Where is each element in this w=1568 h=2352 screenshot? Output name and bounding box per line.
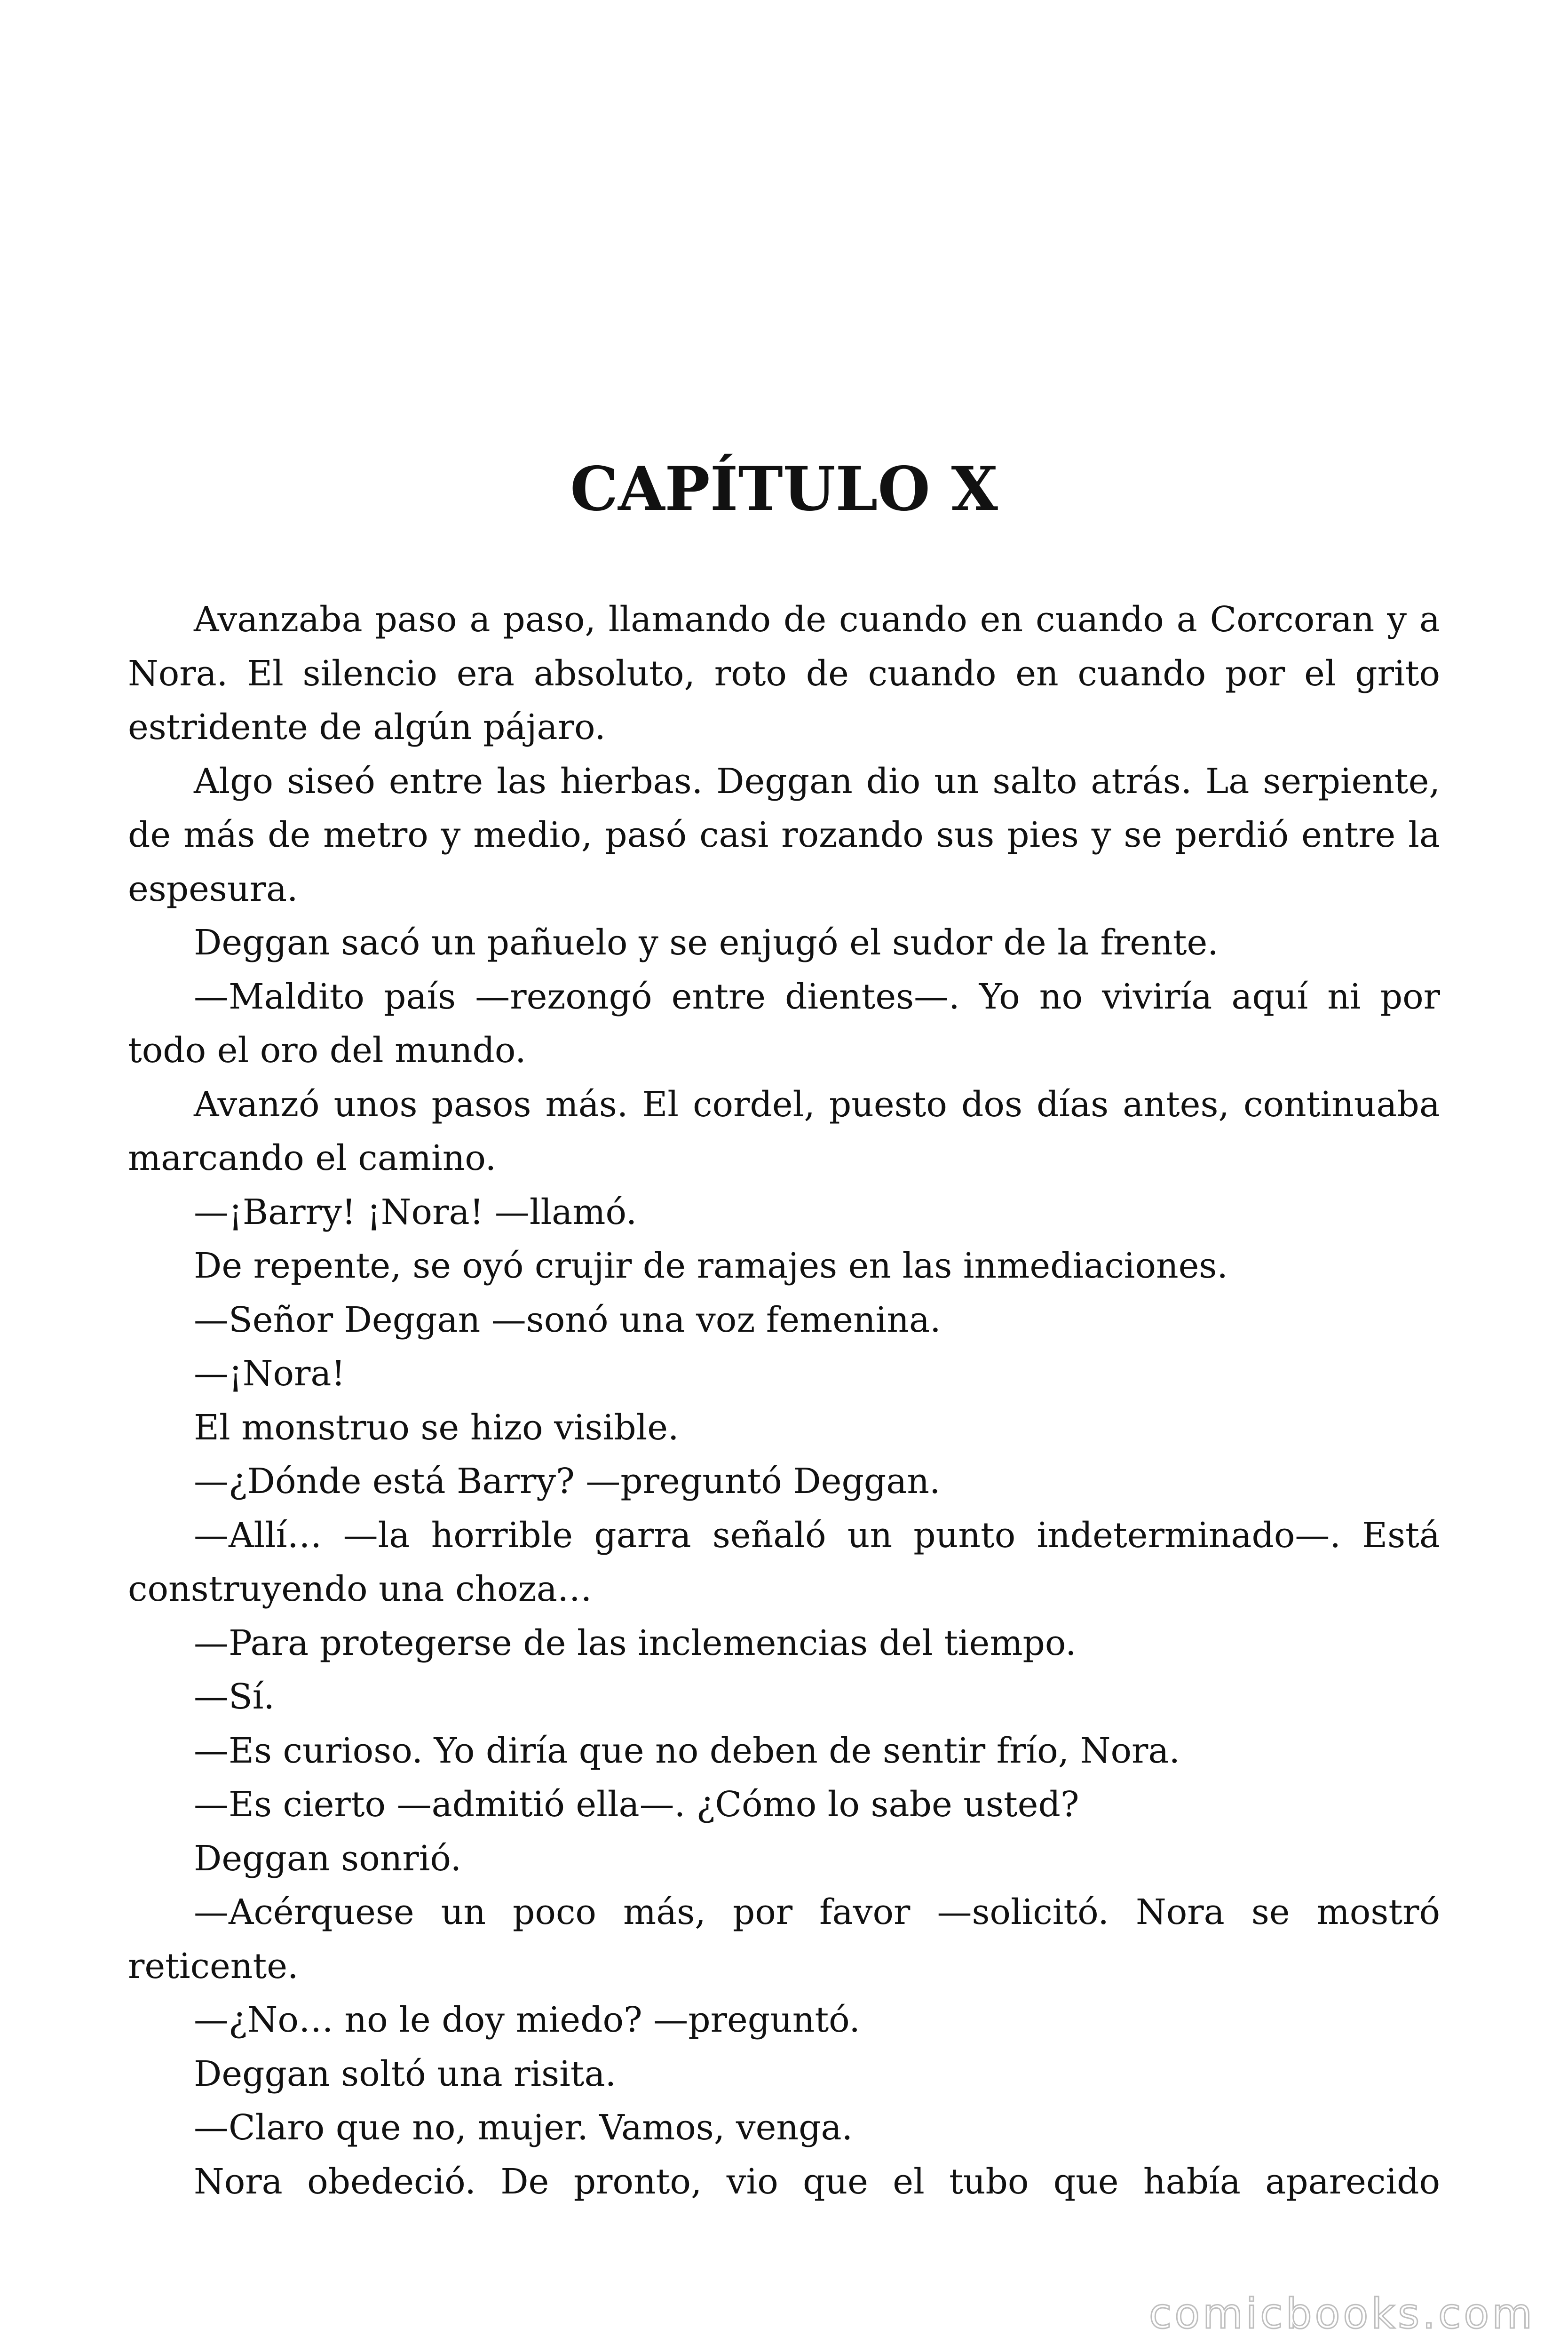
- paragraph: —Para protegerse de las inclemencias del tiempo.: [194, 1622, 1077, 1663]
- paragraph: —Sí.: [194, 1677, 275, 1717]
- paragraph: —¡Barry! ¡Nora! —llamó.: [194, 1192, 637, 1232]
- paragraph: —Maldito país —rezongó entre dientes—. Yo no viviría aquí ni por todo el oro del mundo.: [128, 976, 1440, 1071]
- chapter-title: CAPÍTULO X: [570, 454, 998, 524]
- paragraph: —Es curioso. Yo diría que no deben de sentir frío, Nora.: [194, 1730, 1180, 1771]
- paragraph: Nora obedeció. De pronto, vio que el tubo que había aparecido: [194, 2161, 1440, 2202]
- paragraph: Deggan sacó un pañuelo y se enjugó el sudor de la frente.: [194, 922, 1219, 963]
- paragraph: Deggan soltó una risita.: [194, 2053, 617, 2094]
- text-body: [128, 593, 1440, 2209]
- paragraph: El monstruo se hizo visible.: [194, 1407, 679, 1448]
- paragraph: Avanzaba paso a paso, llamando de cuando en cuando a Corcoran y a Nora. El silencio era absoluto, roto de cuando en cuando por el grito estridente de algún pájaro.: [128, 599, 1440, 747]
- paragraph: —Claro que no, mujer. Vamos, venga.: [194, 2107, 853, 2148]
- paragraph: Algo siseó entre las hierbas. Deggan dio un salto atrás. La serpiente, de más de metro y medio, pasó casi rozando sus pies y se perdió entre la espesura.: [128, 761, 1440, 909]
- paragraph: De repente, se oyó crujir de ramajes en las inmediaciones.: [194, 1246, 1228, 1286]
- watermark: comicbooks.com: [1148, 2289, 1535, 2338]
- paragraph: —Es cierto —admitió ella—. ¿Cómo lo sabe usted?: [194, 1784, 1079, 1825]
- paragraph: —Allí… —la horrible garra señaló un punto indeterminado—. Está construyendo una choza…: [128, 1515, 1440, 1609]
- paragraph: Deggan sonrió.: [194, 1838, 462, 1879]
- paragraph: Avanzó unos pasos más. El cordel, puesto dos días antes, continuaba marcando el camino.: [128, 1084, 1440, 1178]
- paragraph: —Acérquese un poco más, por favor —solicitó. Nora se mostró reticente.: [128, 1892, 1440, 1986]
- paragraph: —¿No… no le doy miedo? —preguntó.: [194, 2000, 860, 2040]
- paragraph: —Señor Deggan —sonó una voz femenina.: [194, 1299, 941, 1340]
- paragraph: —¿Dónde está Barry? —preguntó Deggan.: [194, 1461, 941, 1502]
- paragraph: —¡Nora!: [194, 1353, 346, 1394]
